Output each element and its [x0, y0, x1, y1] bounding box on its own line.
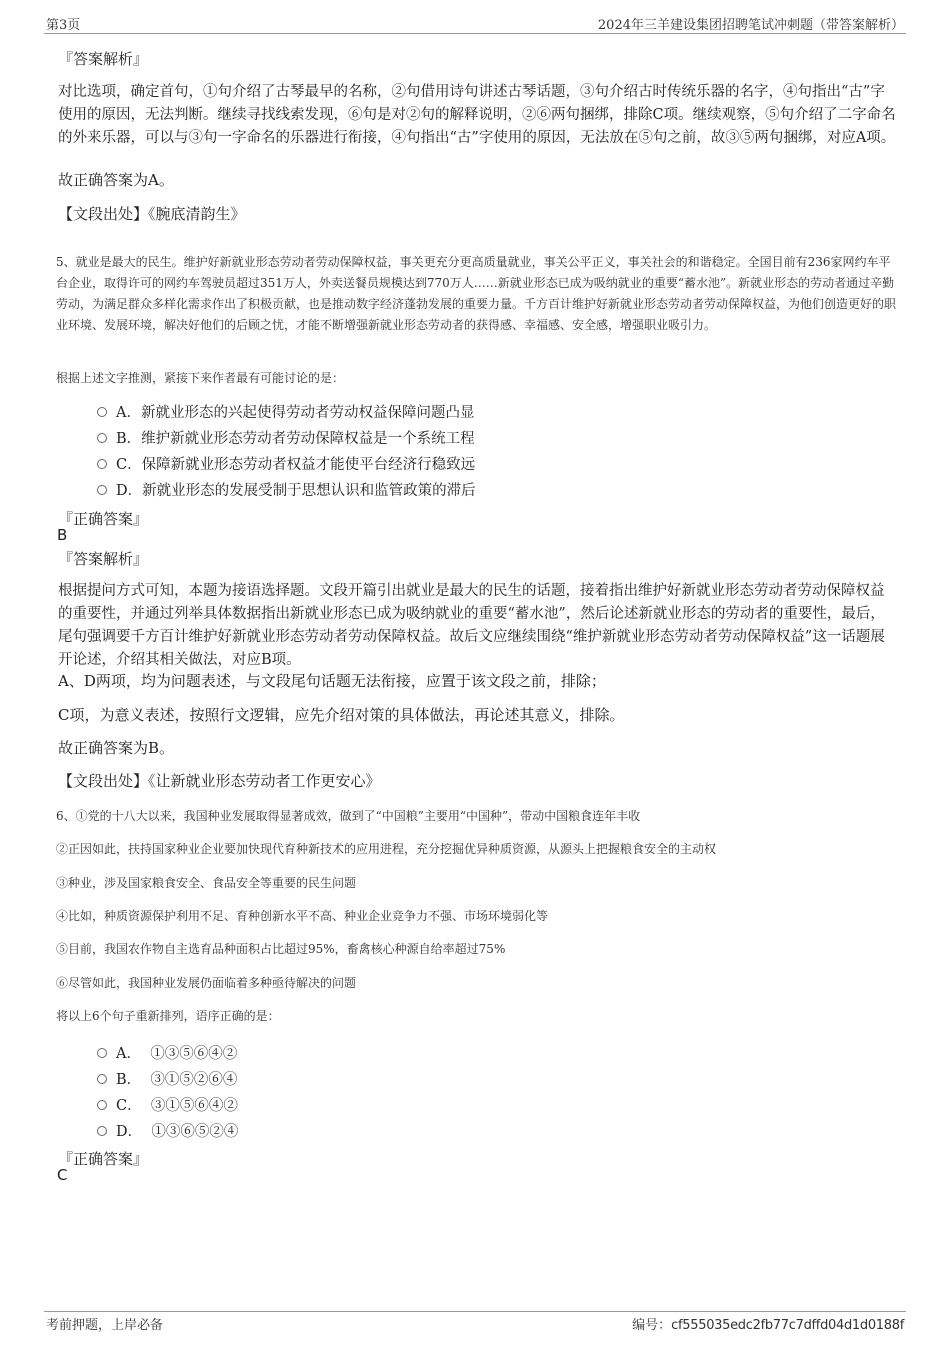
q5-passage: 5、就业是最大的民生。维护好新就业形态劳动者劳动保障权益，事关更充分更高质量就业，事关公平正义，事关社会的和谐稳定。全国目前有236家网约车平台企业，取得许可的网约车驾驶员超过351万人，外卖送餐员规模达到770万人……新就业形态已成为吸纳就业的重要“蓄水池”。新就业形态的劳动者通过辛勤劳动，为满足群众多样化需求作出了积极贡献，也是推动数字经济蓬勃发展的重要力量。千方百计维护好新就业形态劳动者劳动保障权益，为他们创造更好的职业环境、发展环境，解决好他们的后顾之忧，才能不断增强新就业形态劳动者的获得感、幸福感、安全感，增强职业吸引力。: [56, 255, 897, 332]
q4-conclusion: 故正确答案为A。: [58, 171, 174, 189]
radio-icon[interactable]: [97, 1074, 107, 1084]
q6-answer-heading: 『正确答案』: [58, 1150, 149, 1168]
q5-source: 【文段出处】《让新就业形态劳动者工作更安心》: [58, 772, 381, 790]
q4-source: 【文段出处】《腕底清韵生》: [58, 205, 246, 223]
q5-answer-heading: 『正确答案』: [58, 510, 149, 528]
radio-icon[interactable]: [97, 459, 107, 469]
radio-icon[interactable]: [97, 1048, 107, 1058]
footer-slogan: 考前押题，上岸必备: [46, 1318, 164, 1333]
q4-analysis-heading: 『答案解析』: [58, 50, 149, 68]
q6-prompt: 将以上6个句子重新排列，语序正确的是：: [56, 1009, 280, 1023]
radio-icon[interactable]: [97, 485, 107, 495]
q6-sentence-4: ④比如，种质资源保护利用不足、育种创新水平不高、种业企业竞争力不强、市场环境弱化等: [56, 909, 549, 923]
q6-sentence-3: ③种业，涉及国家粮食安全、食品安全等重要的民生问题: [56, 876, 357, 890]
q6-option-a[interactable]: A． ①③⑤⑥④②: [97, 1042, 237, 1063]
q5-option-c[interactable]: C．保障新就业形态劳动者权益才能使平台经济行稳致远: [97, 453, 475, 474]
q5-option-b[interactable]: B．维护新就业形态劳动者劳动保障权益是一个系统工程: [97, 427, 475, 448]
q5-analysis-heading: 『答案解析』: [58, 550, 149, 568]
q6-option-c[interactable]: C． ③①⑤⑥④②: [97, 1094, 238, 1115]
q6-sentence-1: 6、①党的十八大以来，我国种业发展取得显著成效，做到了“中国粮”主要用“中国种”，带动中国粮食连年丰收: [56, 809, 641, 823]
q5-conclusion: 故正确答案为B。: [58, 739, 175, 757]
q4-analysis-text: 对比选项，确定首句，①句介绍了古琴最早的名称，②句借用诗句讲述古琴话题，③句介绍古时传统乐器的名字，④句指出“古”字使用的原因，无法判断。继续寻找线索发现，⑥句是对②句的解释说明，②⑥两句捆绑，排除C项。继续观察，⑤句介绍了二字命名的外来乐器，可以与③句一字命名的乐器进行衔接，④句指出“古”字使用的原因，无法放在⑤句之前，故③⑤两句捆绑，对应A项。: [58, 84, 896, 146]
q5-analysis-text: 根据提问方式可知，本题为接语选择题。文段开篇引出就业是最大的民生的话题，接着指出维护好新就业形态劳动者劳动保障权益的重要性，并通过列举具体数据指出新就业形态已成为吸纳就业的重要“蓄水池”，然后论述新就业形态的劳动者的重要性，最后，尾句强调要千方百计维护好新就业形态劳动者劳动保障权益。故后文应继续围绕“维护新就业形态劳动者劳动保障权益”这一话题展开论述，介绍其相关做法，对应B项。: [58, 583, 885, 668]
document-code: 编号：cf555035edc2fb77c7dffd04d1d0188f: [632, 1318, 904, 1333]
radio-icon[interactable]: [97, 407, 107, 417]
radio-icon[interactable]: [97, 1100, 107, 1110]
q5-analysis-ad: A、D两项，均为问题表述，与文段尾句话题无法衔接，应置于该文段之前，排除；: [58, 672, 606, 690]
document-title: 2024年三羊建设集团招聘笔试冲刺题（带答案解析）: [597, 18, 904, 33]
q5-option-d[interactable]: D．新就业形态的发展受制于思想认识和监管政策的滞后: [97, 479, 476, 500]
footer-divider: [44, 1311, 906, 1312]
q5-analysis-c: C项，为意义表述，按照行文逻辑，应先介绍对策的具体做法，再论述其意义，排除。: [58, 706, 625, 724]
q6-sentence-2: ②正因如此，扶持国家种业企业要加快现代育种新技术的应用进程，充分挖掘优异种质资源，从源头上把握粮食安全的主动权: [56, 842, 717, 856]
q6-answer: C: [57, 1166, 68, 1184]
q6-option-d[interactable]: D． ①③⑥⑤②④: [97, 1120, 238, 1141]
q6-sentence-6: ⑥尽管如此，我国种业发展仍面临着多种亟待解决的问题: [56, 976, 357, 990]
radio-icon[interactable]: [97, 433, 107, 443]
q5-prompt: 根据上述文字推测，紧接下来作者最有可能讨论的是：: [56, 371, 345, 385]
q5-answer: B: [57, 526, 68, 544]
q5-option-a[interactable]: A．新就业形态的兴起使得劳动者劳动权益保障问题凸显: [97, 401, 474, 422]
header-divider: [44, 33, 906, 34]
page-number: 第3页: [46, 18, 81, 33]
radio-icon[interactable]: [97, 1126, 107, 1136]
q6-option-b[interactable]: B． ③①⑤②⑥④: [97, 1068, 237, 1089]
q6-sentence-5: ⑤目前，我国农作物自主选育品种面积占比超过95%，畜禽核心种源自给率超过75%: [56, 942, 506, 956]
